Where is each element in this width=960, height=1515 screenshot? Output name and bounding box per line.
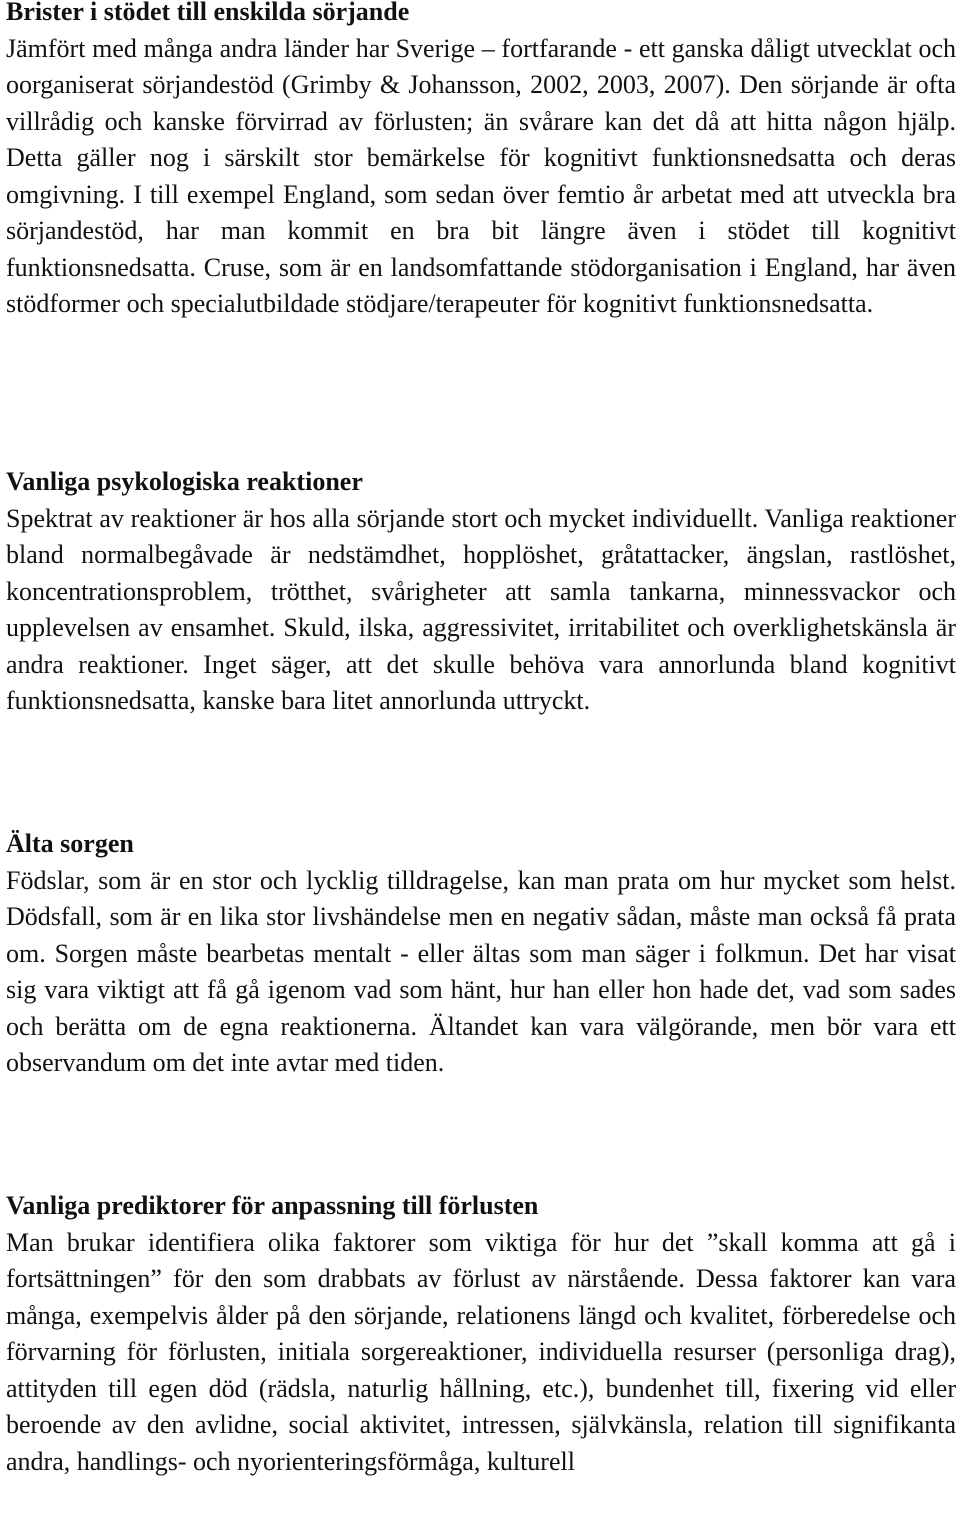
section-alta-sorgen [6, 826, 956, 1082]
section-paragraph: Man brukar identifiera olika faktorer som viktiga för hur det ”skall komma att gå i fortsättningen” för den som drabbats av förlust av närstående. Dessa faktorer kan vara många, exempelvis ålder på den sörjande, relationens längd och kvalitet, förberedelse och förvarning för förlusten, initiala sorgereaktioner, individuella resurser (personliga drag), attityden till egen död (rädsla, naturlig hållning, etc.), bundenhet till, fixering vid eller beroende av den avlidne, social aktivitet, intressen, självkänsla, relation till signifikanta andra, handlings- och nyorienteringsförmåga, kulturell [6, 1227, 956, 1476]
section-heading: Vanliga psykologiska reaktioner [6, 467, 363, 496]
section-heading: Vanliga prediktorer för anpassning till förlusten [6, 1191, 539, 1220]
section-heading: Älta sorgen [6, 829, 134, 858]
section-vanliga-psykologiska-reaktioner [6, 464, 956, 720]
section-paragraph: Jämfört med många andra länder har Sverige – fortfarande - ett ganska dåligt utvecklat och oorganiserat sörjandestöd (Grimby & Johansson, 2002, 2003, 2007). Den sörjande är ofta villrådig och kanske förvirrad av förlusten; än svårare kan det då att hitta någon hjälp. Detta gäller nog i särskilt stor bemärkelse för kognitivt funktionsnedsatta och deras omgivning. I till exempel England, som sedan över femtio år arbetat med att utveckla bra sörjandestöd, har man kommit en bra bit längre även i stödet till kognitivt funktionsnedsatta. Cruse, som är en landsomfattande stödorganisation i England, har även stödformer och specialutbildade stödjare/terapeuter för kognitivt funktionsnedsatta. [6, 33, 956, 318]
section-paragraph: Födslar, som är en stor och lycklig tilldragelse, kan man prata om hur mycket som helst. Dödsfall, som är en lika stor livshändelse men en negativ sådan, måste man också få prata om. Sorgen måste bearbetas mentalt - eller ältas som man säger i folkmun. Det har visat sig vara viktigt att få gå igenom vad som hänt, hur han eller hon hade det, vad som sades och berätta om de egna reaktionerna. Ältandet kan vara välgörande, men bör vara ett observandum om det inte avtar med tiden. [6, 865, 956, 1077]
section-vanliga-prediktorer [6, 1188, 956, 1480]
section-heading: Brister i stödet till enskilda sörjande [6, 0, 410, 26]
section-paragraph: Spektrat av reaktioner är hos alla sörjande stort och mycket individuellt. Vanliga reaktioner bland normalbegåvade är nedstämdhet, hopplöshet, gråtattacker, ängslan, rastlöshet, koncentrationsproblem, trötthet, svårigheter att samla tankarna, minnessvackor och upplevelsen av ensamhet. Skuld, ilska, aggressivitet, irritabilitet och overklighetskänsla är andra reaktioner. Inget säger, att det skulle behöva vara annorlunda bland kognitivt funktionsnedsatta, kanske bara litet annorlunda uttryckt. [6, 503, 956, 715]
section-brister-i-stodet [6, 0, 956, 323]
